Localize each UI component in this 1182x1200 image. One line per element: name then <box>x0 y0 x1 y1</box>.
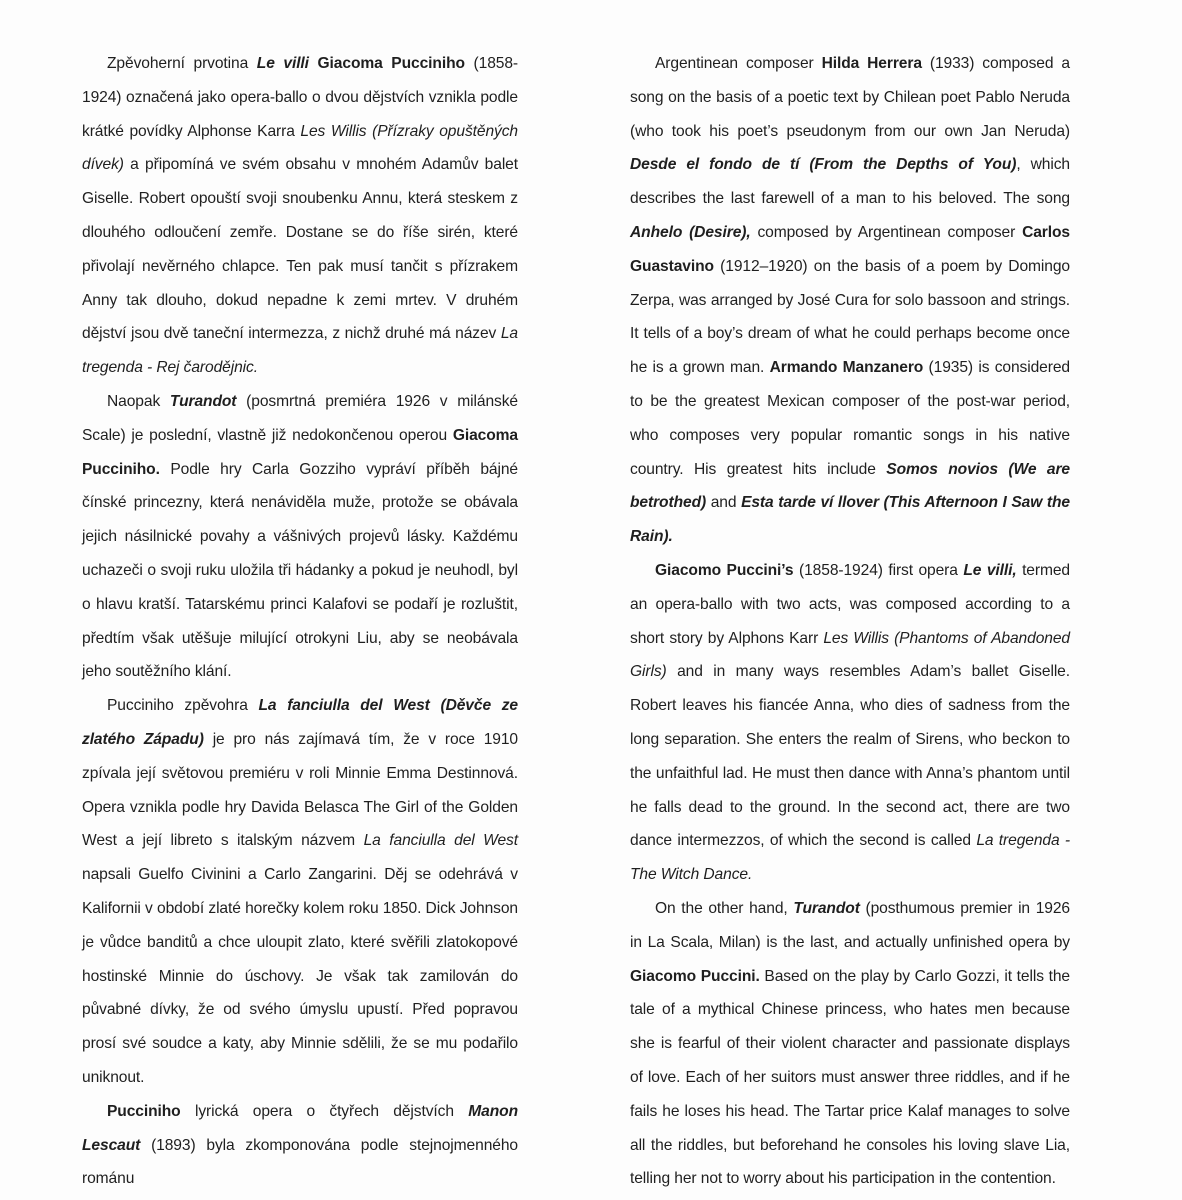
body-text: , which describes the last farewell of a man to his beloved. The song <box>630 156 1070 208</box>
italic-title: La tregenda - Rej čarodějnic. <box>82 325 518 377</box>
body-text: Naopak <box>107 392 170 410</box>
work-title: Le villi <box>256 55 309 72</box>
bold-text: Giacoma Pucciniho <box>317 55 465 72</box>
paragraph-turandot-cz <box>82 385 518 689</box>
bold-text: Giacomo Puccini. <box>630 967 760 985</box>
body-text: On the other hand, <box>655 899 794 917</box>
body-text: Based on the play by Carlo Gozzi, it tells the tale of a mythical Chinese princess, who hates men because she is fearful of their violent character and passionate displays of love. Each of her suitors must answer three riddles, and if he fails he loses his head. The Tartar price Kalaf manages to solve all the riddles, but beforehand he consoles his loving slave Lia, telling her not to worry about his participation in the contention. <box>630 967 1070 1188</box>
work-title: Anhelo (Desire), <box>630 223 751 241</box>
body-text: Argentinean composer <box>655 55 822 72</box>
bold-text: Giacoma Pucciniho. <box>82 426 518 478</box>
body-text: lyrická opera o čtyřech dějstvích <box>180 1102 469 1120</box>
work-title: Desde el fondo de tí (From the Depths of You) <box>630 156 1017 174</box>
bold-text: Pucciniho <box>107 1102 181 1120</box>
body-text: Podle hry Carla Gozziho vypráví příběh bájné čínské princezny, která nenáviděla muže, protože se obávala jejich násilnické povahy a vášnivých projevů lásky. Každému uchazeči o svoji ruku uložila tři hádanky a pokud je neuhodl, byl o hlavu kratší. Tatarskému princi Kalafovi se podaří je rozluštit, předtím však utěšuje milující otrokyni Liu, aby se neobávala jeho soutěžního klání. <box>82 460 518 681</box>
bold-text: Hilda Herrera <box>821 55 922 72</box>
body-text: napsali Guelfo Civinini a Carlo Zangarini. Děj se odehrává v Kalifornii v období zlaté horečky kolem roku 1850. Dick Johnson je vůdce banditů a chce uloupit zlato, které svěřili zlatokopové hostinské Minnie do úschovy. Je však tak zamilován do půvabné dívky, že od svého úmyslu upustí. Před popravou prosí své soudce a katy, aby Minnie sdělili, že se mu podařilo uniknout. <box>82 866 518 1086</box>
body-text: a připomíná ve svém obsahu v mnohém Adamův balet Giselle. Robert opouští svoji snoubenku Annu, která steskem z dlouhého odloučení zemře. Dostane se do říše sirén, které přivolají nevěrného chlapce. Ten pak musí tančit s přízrakem Anny tak dlouho, dokud nepadne k zemi mrtev. V druhém dějství jsou dvě taneční intermezza, z nichž druhé má název <box>82 156 518 343</box>
body-text: (1858-1924) first opera <box>793 561 964 579</box>
italic-title: La tregenda - The Witch Dance. <box>630 832 1071 884</box>
paragraph-composers-en <box>630 47 1070 554</box>
italic-title: Les Willis (Přízraky opuštěných dívek) <box>82 122 518 174</box>
bold-text: Giacomo Puccini’s <box>655 561 794 579</box>
paragraph-fanciulla-cz <box>82 689 518 1095</box>
bold-text: Carlos Guastavino <box>630 223 1070 275</box>
body-text: (1912–1920) on the basis of a poem by Domingo Zerpa, was arranged by José Cura for solo bassoon and strings. It tells of a boy’s dream of what he could perhaps become once he is a grown man. <box>630 257 1070 377</box>
body-text: and <box>706 494 742 512</box>
body-text: (1935) is considered to be the greatest Mexican composer of the post-war period, who composes very popular romantic songs in his native country. His greatest hits include <box>630 359 1070 478</box>
body-text: (posthumous premier in 1926 in La Scala, Milan) is the last, and actually unfinished opera by <box>630 899 1070 951</box>
body-text: termed an opera-ballo with two acts, was composed according to a short story by Alphons Karr <box>630 561 1071 647</box>
body-text: (1893) byla zkomponována podle stejnojmenného románu <box>82 1136 518 1188</box>
italic-title: La fanciulla del West <box>363 832 518 850</box>
work-title: Le villi, <box>963 561 1017 579</box>
english-text-column <box>630 47 1070 1196</box>
italic-title: Les Willis (Phantoms of Abandoned Girls) <box>630 629 1070 681</box>
paragraph-turandot-en <box>630 892 1070 1196</box>
paragraph-manon-cz <box>82 1095 518 1196</box>
body-text: Zpěvoherní prvotina <box>107 55 257 72</box>
paragraph-le-villi-cz <box>82 47 518 385</box>
body-text: (1933) composed a song on the basis of a poetic text by Chilean poet Pablo Neruda (who took his poet’s pseudonym from our own Jan Neruda) <box>630 55 1070 140</box>
work-title: Turandot <box>169 392 237 410</box>
body-text: composed by Argentinean composer <box>750 223 1023 241</box>
work-title: Manon Lescaut <box>82 1102 518 1154</box>
body-text: je pro nás zajímavá tím, že v roce 1910 zpívala její světovou premiéru v roli Minnie Emma Destinnová. Opera vznikla podle hry Davida Belasca The Girl of the Golden West a její libreto s italským názvem <box>82 730 518 850</box>
paragraph-le-villi-en <box>630 554 1070 892</box>
work-title: Turandot <box>793 899 860 917</box>
work-title: La fanciulla del West (Děvče ze zlatého Západu) <box>82 697 518 748</box>
work-title: Somos novios (We are betrothed) <box>630 460 1070 512</box>
czech-text-column <box>82 47 518 1196</box>
body-text: (1858-1924) označená jako opera-ballo o dvou dějstvích vznikla podle krátké povídky Alphonse Karra <box>82 55 519 140</box>
bold-text: Armando Manzanero <box>769 359 924 377</box>
body-text <box>309 55 318 72</box>
body-text: (posmrtná premiéra 1926 v milánské Scale) je poslední, vlastně již nedokončenou operou <box>82 392 518 444</box>
work-title: Esta tarde ví llover (This Afternoon I Saw the Rain). <box>630 494 1070 546</box>
body-text: and in many ways resembles Adam’s ballet Giselle. Robert leaves his fiancée Anna, who dies of sadness from the long separation. She enters the realm of Sirens, who beckon to the unfaithful lad. He must then dance with Anna’s phantom until he falls dead to the ground. In the second act, there are two dance intermezzos, of which the second is called <box>630 663 1070 850</box>
body-text: Pucciniho zpěvohra <box>107 697 259 715</box>
